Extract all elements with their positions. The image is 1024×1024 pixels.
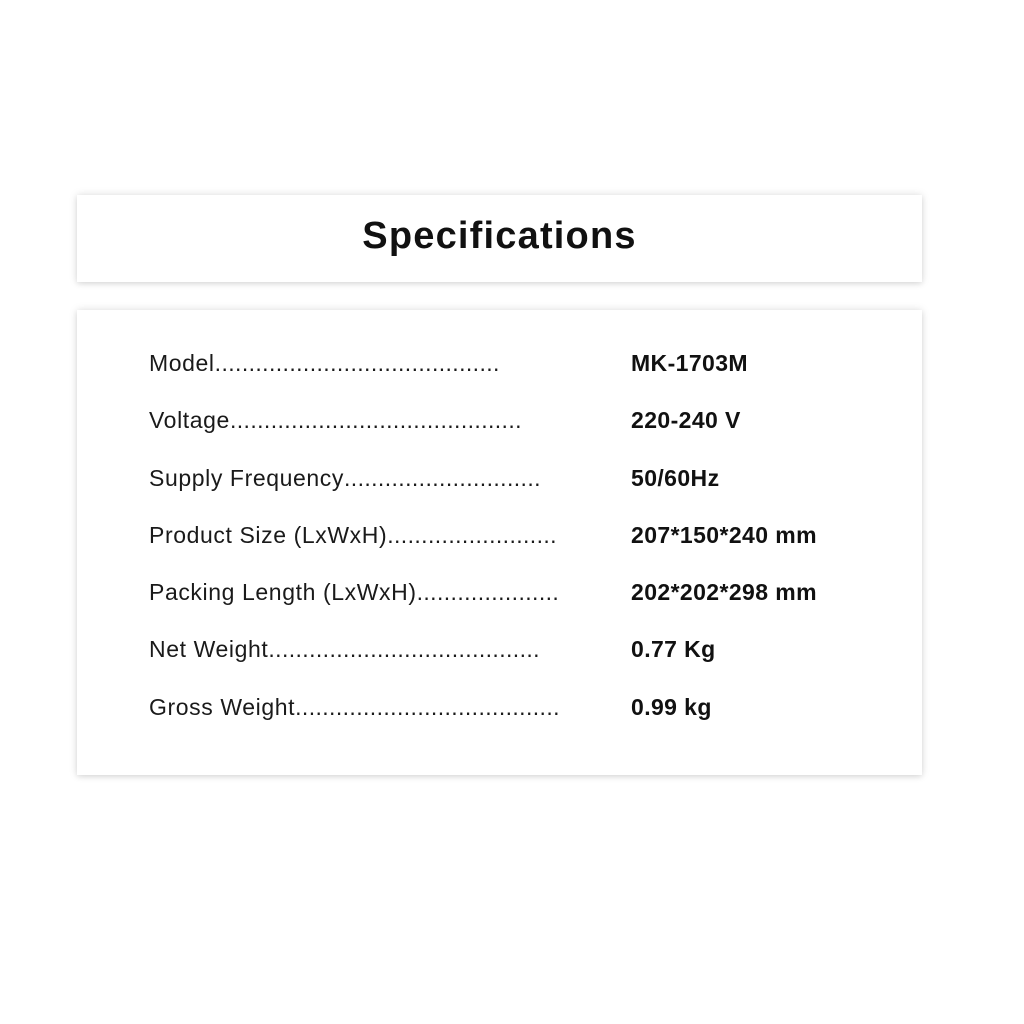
spec-leader-dots: ....................................... <box>295 693 560 720</box>
spec-row-voltage <box>149 407 869 464</box>
spec-row-supply-frequency <box>149 465 869 522</box>
spec-value: MK-1703M <box>631 350 748 376</box>
spec-row-packing-length <box>149 579 869 636</box>
spec-leader-dots: ............................. <box>343 464 541 491</box>
spec-label <box>149 579 625 606</box>
spec-label-text: Product Size (LxWxH) <box>149 521 388 548</box>
title-card <box>77 195 922 282</box>
spec-label <box>149 407 625 434</box>
spec-leader-dots: ........................................ <box>268 636 540 663</box>
spec-list <box>149 350 869 751</box>
spec-leader-dots: ........................................... <box>229 407 522 434</box>
spec-label-text: Model <box>149 350 215 376</box>
spec-label-text: Gross Weight <box>149 693 296 720</box>
spec-label <box>149 350 625 377</box>
spec-label <box>149 694 625 721</box>
spec-value: 202*202*298 mm <box>631 579 817 606</box>
specifications-card <box>77 310 922 775</box>
spec-leader-dots: ..................... <box>416 579 560 606</box>
spec-value: 0.99 kg <box>631 693 712 720</box>
spec-label <box>149 522 625 549</box>
spec-label-text: Supply Frequency <box>149 464 344 491</box>
spec-label-text: Packing Length (LxWxH) <box>149 579 417 606</box>
spec-label-text: Net Weight <box>149 636 269 663</box>
spec-value: 0.77 Kg <box>631 636 716 663</box>
spec-row-net-weight <box>149 636 869 693</box>
page-title: Specifications <box>362 215 637 257</box>
spec-value: 50/60Hz <box>631 464 720 491</box>
spec-row-model <box>149 350 869 407</box>
spec-row-product-size <box>149 522 869 579</box>
spec-label <box>149 465 625 492</box>
spec-leader-dots: .......................................... <box>214 350 500 376</box>
spec-leader-dots: ......................... <box>387 521 557 548</box>
spec-value: 220-240 V <box>631 407 741 434</box>
spec-row-gross-weight <box>149 694 869 751</box>
spec-label <box>149 636 625 663</box>
spec-value: 207*150*240 mm <box>631 521 817 548</box>
spec-label-text: Voltage <box>149 407 230 434</box>
